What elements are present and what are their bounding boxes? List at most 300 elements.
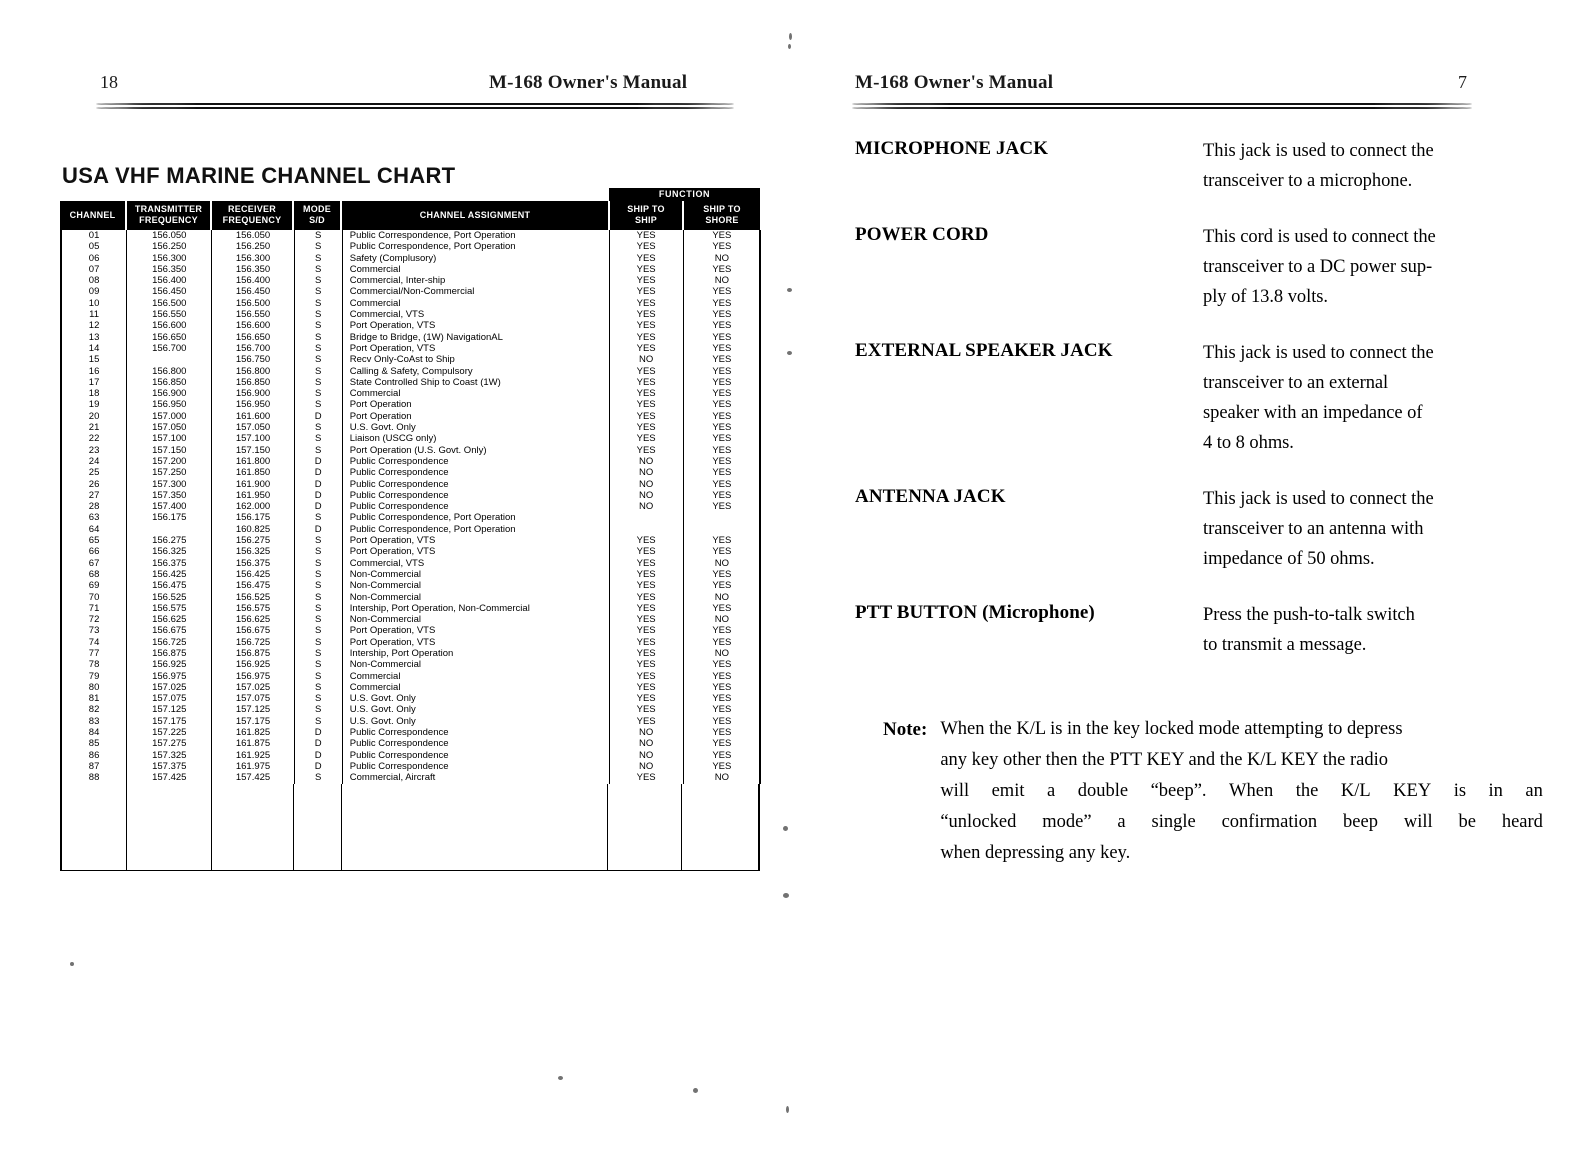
cell-channel: 24 [62, 456, 127, 467]
col-header-transmitter-frequency: TRANSMITTER FREQUENCY [126, 201, 211, 230]
cell-ship-to-shore: YES [683, 399, 760, 410]
cell-channel: 11 [62, 309, 127, 320]
cell-ship-to-ship: YES [609, 592, 683, 603]
table-row [62, 399, 761, 410]
cell-channel: 28 [62, 501, 127, 512]
definition-description [1203, 600, 1545, 660]
cell-channel-assignment: Port Operation, VTS [342, 625, 609, 636]
cell-ship-to-ship [609, 512, 683, 523]
cell-receiver-frequency: 157.075 [212, 693, 294, 704]
definition-row [855, 484, 1545, 574]
cell-channel-assignment: Port Operation [342, 411, 609, 422]
cell-mode: S [294, 377, 342, 388]
cell-ship-to-ship: YES [609, 614, 683, 625]
definition-line: This jack is used to connect the [1203, 343, 1434, 363]
cell-ship-to-shore: NO [683, 772, 760, 783]
cell-ship-to-ship: NO [609, 467, 683, 478]
cell-channel-assignment: U.S. Govt. Only [342, 704, 609, 715]
cell-ship-to-shore: YES [683, 377, 760, 388]
definition-term: PTT BUTTON (Microphone) [855, 602, 1095, 623]
cell-transmitter-frequency: 156.325 [127, 546, 212, 557]
table-row [62, 264, 761, 275]
scan-speck [789, 33, 792, 40]
cell-receiver-frequency: 156.425 [212, 569, 294, 580]
left-header-rule [96, 103, 734, 110]
cell-ship-to-ship [609, 524, 683, 535]
cell-channel: 12 [62, 320, 127, 331]
cell-channel: 85 [62, 738, 127, 749]
cell-ship-to-ship: NO [609, 490, 683, 501]
cell-ship-to-shore: YES [683, 343, 760, 354]
cell-channel: 17 [62, 377, 127, 388]
cell-channel-assignment: Commercial [342, 671, 609, 682]
cell-receiver-frequency: 156.675 [212, 625, 294, 636]
cell-receiver-frequency: 157.025 [212, 682, 294, 693]
scan-speck [786, 1106, 789, 1113]
table-row [62, 479, 761, 490]
cell-ship-to-shore: YES [683, 501, 760, 512]
cell-ship-to-ship: YES [609, 704, 683, 715]
cell-channel: 09 [62, 286, 127, 297]
table-row [62, 253, 761, 264]
cell-channel-assignment: Commercial/Non-Commercial [342, 286, 609, 297]
cell-mode: D [294, 761, 342, 772]
cell-mode: S [294, 445, 342, 456]
table-row [62, 727, 761, 738]
table-row [62, 422, 761, 433]
definition-line: speaker with an impedance of [1203, 403, 1423, 423]
cell-receiver-frequency: 156.850 [212, 377, 294, 388]
cell-channel-assignment: Non-Commercial [342, 659, 609, 670]
definition-description [1203, 136, 1545, 196]
cell-transmitter-frequency: 157.250 [127, 467, 212, 478]
cell-mode: D [294, 750, 342, 761]
table-row [62, 772, 761, 783]
cell-receiver-frequency: 156.575 [212, 603, 294, 614]
scan-speck [788, 44, 791, 49]
cell-ship-to-shore: YES [683, 750, 760, 761]
cell-channel: 86 [62, 750, 127, 761]
cell-transmitter-frequency: 156.575 [127, 603, 212, 614]
cell-mode: S [294, 388, 342, 399]
cell-mode: S [294, 693, 342, 704]
cell-mode: S [294, 659, 342, 670]
cell-receiver-frequency: 156.600 [212, 320, 294, 331]
cell-receiver-frequency: 156.875 [212, 648, 294, 659]
table-row [62, 625, 761, 636]
cell-ship-to-ship: NO [609, 456, 683, 467]
cell-channel-assignment: U.S. Govt. Only [342, 422, 609, 433]
cell-receiver-frequency: 156.925 [212, 659, 294, 670]
cell-channel: 73 [62, 625, 127, 636]
cell-mode: S [294, 716, 342, 727]
definition-line: This cord is used to connect the [1203, 227, 1436, 247]
cell-mode: S [294, 614, 342, 625]
table-row [62, 637, 761, 648]
cell-transmitter-frequency: 156.300 [127, 253, 212, 264]
cell-receiver-frequency: 157.150 [212, 445, 294, 456]
cell-channel-assignment: Commercial, VTS [342, 558, 609, 569]
cell-channel: 08 [62, 275, 127, 286]
cell-mode: S [294, 298, 342, 309]
cell-channel-assignment: U.S. Govt. Only [342, 716, 609, 727]
cell-transmitter-frequency: 156.600 [127, 320, 212, 331]
cell-mode: S [294, 343, 342, 354]
cell-transmitter-frequency: 157.000 [127, 411, 212, 422]
cell-ship-to-shore: YES [683, 580, 760, 591]
cell-transmitter-frequency [127, 524, 212, 535]
cell-ship-to-shore: YES [683, 366, 760, 377]
table-row [62, 693, 761, 704]
cell-mode: S [294, 230, 342, 241]
cell-ship-to-ship: NO [609, 727, 683, 738]
col-header-receiver-frequency: RECEIVER FREQUENCY [211, 201, 293, 230]
cell-channel-assignment: Intership, Port Operation, Non-Commercial [342, 603, 609, 614]
cell-transmitter-frequency: 156.275 [127, 535, 212, 546]
cell-channel: 10 [62, 298, 127, 309]
cell-transmitter-frequency: 156.900 [127, 388, 212, 399]
cell-ship-to-ship: YES [609, 693, 683, 704]
cell-transmitter-frequency: 157.400 [127, 501, 212, 512]
cell-channel-assignment: Liaison (USCG only) [342, 433, 609, 444]
cell-transmitter-frequency: 156.725 [127, 637, 212, 648]
cell-mode: S [294, 625, 342, 636]
cell-receiver-frequency: 161.925 [212, 750, 294, 761]
cell-transmitter-frequency: 156.450 [127, 286, 212, 297]
cell-mode: D [294, 490, 342, 501]
cell-ship-to-shore: YES [683, 535, 760, 546]
cell-channel-assignment: Commercial, VTS [342, 309, 609, 320]
cell-ship-to-shore: YES [683, 309, 760, 320]
cell-channel: 70 [62, 592, 127, 603]
scan-speck [783, 826, 788, 831]
cell-channel-assignment: Public Correspondence [342, 761, 609, 772]
cell-channel-assignment: Public Correspondence, Port Operation [342, 512, 609, 523]
cell-channel-assignment: Public Correspondence [342, 456, 609, 467]
cell-transmitter-frequency: 156.975 [127, 671, 212, 682]
table-row [62, 761, 761, 772]
cell-ship-to-shore: YES [683, 264, 760, 275]
cell-channel: 13 [62, 332, 127, 343]
cell-mode: S [294, 422, 342, 433]
cell-ship-to-shore: YES [683, 546, 760, 557]
table-row [62, 535, 761, 546]
table-row [62, 275, 761, 286]
definition-row [855, 600, 1545, 660]
cell-mode: S [294, 286, 342, 297]
table-row [62, 648, 761, 659]
cell-channel-assignment: Public Correspondence [342, 467, 609, 478]
cell-transmitter-frequency: 156.400 [127, 275, 212, 286]
cell-channel-assignment: Non-Commercial [342, 569, 609, 580]
cell-receiver-frequency: 156.625 [212, 614, 294, 625]
definition-row [855, 338, 1545, 458]
cell-ship-to-ship: YES [609, 659, 683, 670]
cell-transmitter-frequency: 156.500 [127, 298, 212, 309]
cell-channel-assignment: Intership, Port Operation [342, 648, 609, 659]
cell-ship-to-ship: YES [609, 535, 683, 546]
definition-line: This jack is used to connect the [1203, 141, 1434, 161]
cell-channel: 79 [62, 671, 127, 682]
cell-channel-assignment: Public Correspondence [342, 501, 609, 512]
cell-channel-assignment: Commercial [342, 298, 609, 309]
cell-channel-assignment: State Controlled Ship to Coast (1W) [342, 377, 609, 388]
table-row [62, 614, 761, 625]
cell-receiver-frequency: 157.425 [212, 772, 294, 783]
cell-ship-to-shore: YES [683, 682, 760, 693]
cell-ship-to-ship: NO [609, 354, 683, 365]
cell-ship-to-ship: YES [609, 445, 683, 456]
cell-receiver-frequency: 156.350 [212, 264, 294, 275]
cell-mode: S [294, 671, 342, 682]
cell-transmitter-frequency: 157.325 [127, 750, 212, 761]
cell-channel-assignment: Non-Commercial [342, 614, 609, 625]
definition-line: Press the push-to-talk switch [1203, 605, 1415, 625]
cell-receiver-frequency: 161.800 [212, 456, 294, 467]
cell-ship-to-ship: YES [609, 286, 683, 297]
cell-receiver-frequency: 156.550 [212, 309, 294, 320]
cell-ship-to-shore: YES [683, 727, 760, 738]
cell-channel-assignment: Commercial [342, 682, 609, 693]
cell-channel-assignment: Calling & Safety, Compulsory [342, 366, 609, 377]
cell-transmitter-frequency: 157.275 [127, 738, 212, 749]
cell-mode: S [294, 512, 342, 523]
cell-mode: S [294, 253, 342, 264]
cell-transmitter-frequency: 156.850 [127, 377, 212, 388]
cell-ship-to-shore: YES [683, 388, 760, 399]
cell-mode: S [294, 241, 342, 252]
cell-ship-to-shore: YES [683, 433, 760, 444]
cell-transmitter-frequency: 156.175 [127, 512, 212, 523]
table-row [62, 738, 761, 749]
definition-line: ply of 13.8 volts. [1203, 287, 1329, 307]
note-line: “unlocked mode” a single confirmation beep will be heard [940, 812, 1543, 832]
cell-channel: 19 [62, 399, 127, 410]
table-row [62, 456, 761, 467]
vhf-channel-chart [60, 188, 760, 871]
cell-channel-assignment: Commercial, Inter-ship [342, 275, 609, 286]
cell-channel: 64 [62, 524, 127, 535]
chart-header-table [60, 201, 760, 230]
definition-row [855, 136, 1545, 196]
cell-channel: 82 [62, 704, 127, 715]
cell-ship-to-ship: NO [609, 501, 683, 512]
cell-transmitter-frequency: 157.175 [127, 716, 212, 727]
cell-receiver-frequency: 156.500 [212, 298, 294, 309]
cell-mode: D [294, 411, 342, 422]
scan-speck [787, 288, 792, 292]
cell-mode: S [294, 704, 342, 715]
definition-line: transceiver to a microphone. [1203, 171, 1413, 191]
cell-ship-to-shore: YES [683, 422, 760, 433]
cell-ship-to-shore: YES [683, 603, 760, 614]
cell-ship-to-ship: YES [609, 682, 683, 693]
definition-row [855, 222, 1545, 312]
definition-description [1203, 484, 1545, 574]
cell-channel: 69 [62, 580, 127, 591]
table-row [62, 377, 761, 388]
cell-receiver-frequency: 156.700 [212, 343, 294, 354]
cell-ship-to-shore: YES [683, 569, 760, 580]
cell-ship-to-shore: YES [683, 230, 760, 241]
chart-header-row [60, 201, 760, 230]
cell-mode: S [294, 366, 342, 377]
cell-channel: 77 [62, 648, 127, 659]
chart-blank-filler [61, 784, 759, 870]
cell-channel-assignment: Public Correspondence [342, 750, 609, 761]
cell-channel-assignment: Commercial [342, 264, 609, 275]
cell-channel-assignment: Safety (Complusory) [342, 253, 609, 264]
cell-ship-to-shore: YES [683, 286, 760, 297]
function-group-header: FUNCTION [609, 188, 760, 201]
cell-channel-assignment: Commercial, Aircraft [342, 772, 609, 783]
note-label: Note: [883, 719, 928, 740]
table-row [62, 490, 761, 501]
left-running-head: M-168 Owner's Manual [489, 72, 688, 93]
cell-channel: 63 [62, 512, 127, 523]
cell-ship-to-ship: YES [609, 411, 683, 422]
cell-mode: S [294, 320, 342, 331]
cell-ship-to-ship: YES [609, 648, 683, 659]
table-row [62, 354, 761, 365]
cell-transmitter-frequency: 156.625 [127, 614, 212, 625]
note-body [940, 714, 1543, 869]
cell-channel: 80 [62, 682, 127, 693]
cell-receiver-frequency: 156.400 [212, 275, 294, 286]
cell-mode: D [294, 524, 342, 535]
cell-ship-to-ship: YES [609, 603, 683, 614]
table-row [62, 230, 761, 241]
cell-receiver-frequency: 157.100 [212, 433, 294, 444]
cell-channel-assignment: Port Operation, VTS [342, 637, 609, 648]
cell-transmitter-frequency: 157.150 [127, 445, 212, 456]
definition-line: transceiver to an external [1203, 373, 1389, 393]
definition-line: impedance of 50 ohms. [1203, 549, 1375, 569]
table-row [62, 558, 761, 569]
cell-transmitter-frequency: 156.950 [127, 399, 212, 410]
cell-ship-to-ship: YES [609, 309, 683, 320]
cell-ship-to-shore: YES [683, 479, 760, 490]
cell-channel: 25 [62, 467, 127, 478]
cell-receiver-frequency: 156.800 [212, 366, 294, 377]
cell-transmitter-frequency: 156.700 [127, 343, 212, 354]
cell-channel: 18 [62, 388, 127, 399]
note-line: will emit a double “beep”. When the K/L KEY is in an [940, 781, 1543, 801]
cell-ship-to-shore: YES [683, 490, 760, 501]
table-row [62, 682, 761, 693]
cell-receiver-frequency: 161.875 [212, 738, 294, 749]
cell-ship-to-ship: NO [609, 479, 683, 490]
cell-transmitter-frequency: 157.125 [127, 704, 212, 715]
table-row [62, 716, 761, 727]
cell-receiver-frequency: 156.050 [212, 230, 294, 241]
cell-transmitter-frequency: 156.425 [127, 569, 212, 580]
cell-mode: D [294, 738, 342, 749]
definition-line: 4 to 8 ohms. [1203, 433, 1294, 453]
table-row [62, 580, 761, 591]
cell-receiver-frequency: 160.825 [212, 524, 294, 535]
col-header-channel: CHANNEL [60, 201, 126, 230]
cell-receiver-frequency: 157.175 [212, 716, 294, 727]
cell-transmitter-frequency: 156.375 [127, 558, 212, 569]
cell-ship-to-shore: NO [683, 648, 760, 659]
cell-ship-to-ship: YES [609, 433, 683, 444]
cell-mode: S [294, 682, 342, 693]
cell-ship-to-ship: YES [609, 366, 683, 377]
left-page [0, 0, 790, 1157]
cell-channel-assignment: Port Operation, VTS [342, 546, 609, 557]
cell-mode: S [294, 592, 342, 603]
cell-ship-to-ship: YES [609, 320, 683, 331]
cell-channel-assignment: Commercial [342, 388, 609, 399]
cell-channel: 23 [62, 445, 127, 456]
cell-ship-to-shore: YES [683, 704, 760, 715]
cell-channel-assignment: Port Operation, VTS [342, 320, 609, 331]
cell-ship-to-shore: YES [683, 761, 760, 772]
chart-body-frame [60, 230, 760, 871]
definition-term: EXTERNAL SPEAKER JACK [855, 340, 1113, 361]
cell-channel: 88 [62, 772, 127, 783]
definition-line: This jack is used to connect the [1203, 489, 1434, 509]
table-row [62, 309, 761, 320]
definition-line: to transmit a message. [1203, 635, 1367, 655]
cell-ship-to-ship: YES [609, 388, 683, 399]
cell-ship-to-ship: YES [609, 377, 683, 388]
cell-transmitter-frequency: 156.925 [127, 659, 212, 670]
cell-ship-to-shore: YES [683, 332, 760, 343]
cell-channel: 07 [62, 264, 127, 275]
scan-speck [783, 893, 789, 898]
table-row [62, 671, 761, 682]
cell-channel-assignment: Public Correspondence [342, 479, 609, 490]
chart-body-table [61, 230, 761, 784]
cell-ship-to-shore: YES [683, 241, 760, 252]
cell-receiver-frequency: 161.825 [212, 727, 294, 738]
right-header-rule [852, 103, 1472, 110]
cell-mode: D [294, 467, 342, 478]
cell-channel-assignment: Public Correspondence [342, 490, 609, 501]
cell-channel: 81 [62, 693, 127, 704]
cell-receiver-frequency: 156.250 [212, 241, 294, 252]
cell-ship-to-ship: NO [609, 738, 683, 749]
cell-mode: D [294, 479, 342, 490]
cell-ship-to-shore: YES [683, 354, 760, 365]
cell-mode: S [294, 399, 342, 410]
cell-ship-to-shore: NO [683, 592, 760, 603]
cell-channel: 84 [62, 727, 127, 738]
cell-channel-assignment: Bridge to Bridge, (1W) NavigationAL [342, 332, 609, 343]
cell-channel: 01 [62, 230, 127, 241]
cell-transmitter-frequency: 156.350 [127, 264, 212, 275]
table-row [62, 320, 761, 331]
cell-mode: S [294, 332, 342, 343]
cell-ship-to-shore: YES [683, 738, 760, 749]
definition-term: POWER CORD [855, 224, 989, 245]
table-row [62, 343, 761, 354]
definition-description [1203, 222, 1545, 312]
cell-receiver-frequency: 156.900 [212, 388, 294, 399]
table-row [62, 433, 761, 444]
cell-ship-to-shore [683, 524, 760, 535]
cell-receiver-frequency: 156.750 [212, 354, 294, 365]
cell-channel-assignment: Public Correspondence [342, 727, 609, 738]
cell-receiver-frequency: 156.725 [212, 637, 294, 648]
cell-mode: D [294, 456, 342, 467]
note-line: any key other then the PTT KEY and the K/L KEY the radio [940, 750, 1388, 770]
cell-channel-assignment: Port Operation [342, 399, 609, 410]
cell-channel-assignment: Recv Only-CoAst to Ship [342, 354, 609, 365]
right-page-folio: 7 [1458, 72, 1467, 92]
